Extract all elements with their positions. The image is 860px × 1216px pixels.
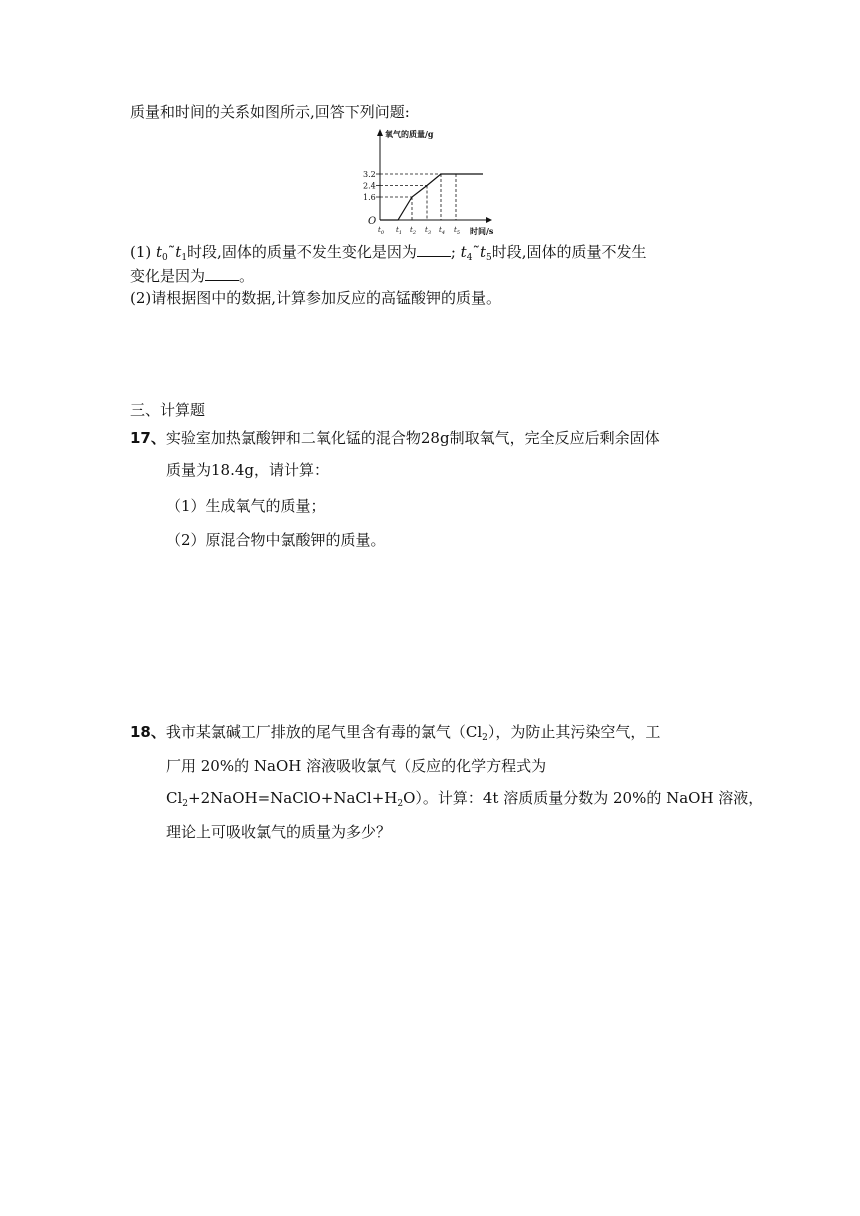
section-title-text: 三、计算题 [130,401,206,419]
q16-semicolon: ; [450,243,456,261]
q16-part1-open: (1) [130,243,157,261]
sub-1: 1 [181,253,188,263]
q17-line2 [166,460,329,480]
var-t0: t [156,243,163,261]
q18-text-1a: 我市某氯碱工厂排放的尾气里含有毒的氯气（Cl [165,723,483,741]
y-tick-label: 2.4 [363,181,376,191]
q18-text-3b: +2NaOH=NaClO+NaCl+H [188,789,398,807]
x-tick-label: $t_3$ [425,226,432,236]
q16-part1-line2-text: 变化是因为 [130,267,206,285]
x-tick-label: $t_2$ [410,226,417,236]
q16-part2-text: (2)请根据图中的数据,计算参加反应的高锰酸钾的质量。 [130,289,502,307]
var-t1: t [175,243,182,261]
x-tick-label: $t_5$ [454,226,461,236]
var-t5: t [479,243,486,261]
q18-line4 [166,822,391,842]
x-tick-label: $t_1$ [396,226,403,236]
x-axis-arrow [486,217,492,223]
q18-line2 [166,756,546,776]
sub-0: 0 [162,253,168,263]
x-tick-label: $t_0$ [378,226,385,236]
q16-part2 [130,288,501,308]
q17-sub2 [166,530,386,550]
q16-part1-end: 时段,固体的质量不发生 [491,243,647,261]
q18-text-3c: O）。计算：4t 溶质质量分数为 20%的 NaOH 溶液， [403,789,764,807]
answer-blank-2[interactable] [205,266,239,281]
q18-sub-cl2: 2 [482,733,488,743]
y-axis-label: 氧气的质量/g [385,129,434,139]
q18-line1 [130,722,660,742]
q16-intro [130,102,410,122]
q18-text-1b: ），为防止其污染空气，工 [487,723,661,741]
oxygen-mass-chart [360,126,510,236]
q18-text-2: 厂用 20%的 NaOH 溶液吸收氯气（反应的化学方程式为 [166,757,547,775]
tilde-1: ˜ [167,243,176,261]
q17-text-1: 实验室加热氯酸钾和二氧化锰的混合物28g制取氧气，完全反应后剩余固体 [165,429,660,447]
q18-line3 [166,788,763,808]
var-t4: t [460,243,467,261]
tilde-2: ˜ [472,243,480,261]
q18-text-3a: Cl [166,789,183,807]
y-axis-arrow [377,129,383,136]
sub-4: 4 [466,253,473,263]
q18-number: 18、 [130,723,166,741]
q17-sub1 [166,496,326,516]
q17-sub1-text: （1）生成氧气的质量； [166,497,326,515]
q17-text-2: 质量为18.4g，请计算： [166,461,330,479]
q16-part1-line1 [130,242,646,262]
origin-label: O [368,216,377,227]
y-tick-label: 1.6 [363,193,376,202]
q17-line1 [130,428,660,448]
q17-sub2-text: （2）原混合物中氯酸钾的质量。 [166,531,386,549]
answer-blank-1[interactable] [417,242,451,257]
q16-part1-line2-end: 。 [239,267,255,285]
q18-sub-1: 2 [182,799,189,809]
section-title [130,400,205,420]
q16-part1-line2 [130,266,254,286]
x-axis-label: 时间/s [470,226,494,236]
q17-number: 17、 [130,429,166,447]
q18-text-4: 理论上可吸收氯气的质量为多少？ [166,823,392,841]
sub-5: 5 [485,253,492,263]
x-tick-label: $t_4$ [439,226,446,236]
q16-intro-text: 质量和时间的关系如图所示,回答下列问题: [130,103,410,121]
q16-part1-mid: 时段,固体的质量不发生变化是因为 [187,243,417,261]
y-tick-label: 3.2 [363,170,376,179]
q18-sub-2: 2 [397,799,404,809]
